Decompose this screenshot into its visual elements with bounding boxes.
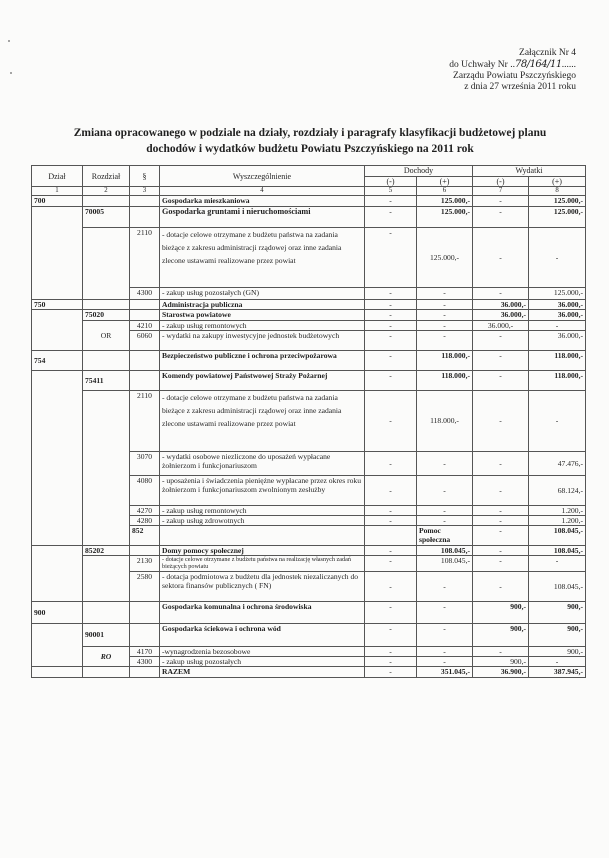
- income-minus: -: [473, 526, 529, 545]
- expense-minus: -: [473, 505, 529, 515]
- dzial-code: 754: [32, 350, 83, 370]
- income-plus: 108.045,-: [529, 526, 586, 545]
- header-dochody-plus: (+): [417, 177, 473, 187]
- expense-minus: -: [473, 288, 529, 300]
- income-plus: -: [417, 516, 473, 526]
- expense-plus: 47.476,-: [529, 451, 586, 475]
- table-row: [32, 623, 586, 646]
- income-minus: -: [365, 207, 417, 228]
- table-row: [32, 228, 586, 288]
- header-dochody: Dochody: [365, 166, 473, 177]
- income-minus: -: [365, 390, 417, 451]
- col-number: 7: [473, 187, 529, 196]
- table-row: [32, 370, 586, 390]
- row-description: - zakup usług pozostałych (GN): [160, 288, 365, 300]
- income-plus: -: [417, 288, 473, 300]
- expense-minus: -: [473, 390, 529, 451]
- expense-minus: -: [473, 475, 529, 505]
- row-description: - zakup usług remontowych: [160, 505, 365, 515]
- expense-minus: 36.000,-: [473, 320, 529, 330]
- income-plus: 118.000,-: [417, 370, 473, 390]
- paragraf-code: 4210: [130, 320, 160, 330]
- table-row: [32, 390, 586, 451]
- expense-plus: 68.124,-: [529, 475, 586, 505]
- row-description: - wydatki osobowe niezliczone do uposażeń wypłacane żołnierzom i funkcjonariuszom: [160, 451, 365, 475]
- expense-plus: 108.045,-: [529, 571, 586, 601]
- row-description: - zakup usług pozostałych: [160, 657, 365, 667]
- paragraf-code: 4280: [130, 516, 160, 526]
- expense-minus: -: [473, 350, 529, 370]
- header-wydatki: Wydatki: [473, 166, 586, 177]
- row-note: OR: [83, 320, 130, 350]
- paragraf-code: 4300: [130, 288, 160, 300]
- income-minus: -: [365, 330, 417, 350]
- paragraf-code: 2110: [130, 228, 160, 288]
- row-description: - dotacje celowe otrzymane z budżetu państwa na zadania bieżące z zakresu administracji rządowej oraz inne zadania zlecone ustawami realizowane przez powiat: [160, 390, 365, 451]
- income-plus: -: [417, 646, 473, 656]
- dzial-code: 700: [32, 196, 83, 207]
- income-plus: 125.000,-: [417, 207, 473, 228]
- expense-plus: -: [529, 390, 586, 451]
- table-row: [32, 555, 586, 571]
- expense-minus: -: [473, 228, 529, 288]
- header-paragraf: §: [130, 166, 160, 187]
- paragraf-code: 4080: [130, 475, 160, 505]
- paragraf-code: 2130: [130, 555, 160, 571]
- income-minus: -: [365, 516, 417, 526]
- income-plus: -: [417, 505, 473, 515]
- expense-minus: -: [473, 451, 529, 475]
- total-label: RAZEM: [160, 667, 365, 678]
- dzial-code: 750: [32, 300, 83, 310]
- resolution-reference: do Uchwały Nr ..78/164/11......: [449, 59, 576, 70]
- income-minus: -: [365, 623, 417, 646]
- row-note: RO: [83, 646, 130, 666]
- income-plus: 125.000,-: [417, 228, 473, 288]
- income-plus: -: [417, 330, 473, 350]
- expense-plus: 118.000,-: [529, 370, 586, 390]
- expense-minus: 900,-: [473, 657, 529, 667]
- income-minus: -: [365, 505, 417, 515]
- handwritten-resolution-number: 78/164/11: [514, 59, 562, 70]
- expense-minus: -: [473, 196, 529, 207]
- table-row: [32, 310, 586, 320]
- expense-minus: -: [473, 555, 529, 571]
- header-dzial: Dział: [32, 166, 83, 187]
- income-plus: 108.045,-: [417, 545, 473, 555]
- income-plus: -: [417, 657, 473, 667]
- expense-minus: 36.000,-: [473, 310, 529, 320]
- expense-minus: 36.000,-: [473, 300, 529, 310]
- income-plus: -: [417, 623, 473, 646]
- income-minus: -: [365, 545, 417, 555]
- total-row: [32, 667, 586, 678]
- header-rozdzial: Rozdział: [83, 166, 130, 187]
- income-minus: -: [365, 571, 417, 601]
- table-row: [32, 350, 586, 370]
- income-minus-total: -: [365, 667, 417, 678]
- income-plus: 118.000,-: [417, 390, 473, 451]
- expense-minus: 900,-: [473, 601, 529, 623]
- row-description: - uposażenia i świadczenia pieniężne wypłacane przez okres roku żołnierzom i funkcjonariuszom zwolnionym zesłużby: [160, 475, 365, 505]
- expense-minus: -: [473, 516, 529, 526]
- expense-plus-total: 387.945,-: [529, 667, 586, 678]
- paragraf-code: 2110: [130, 390, 160, 451]
- expense-plus: -: [529, 320, 586, 330]
- income-minus: -: [365, 228, 417, 288]
- row-description: Administracja publiczna: [160, 300, 365, 310]
- paragraf-code: 3070: [130, 451, 160, 475]
- dzial-code: 900: [32, 601, 83, 623]
- income-minus: -: [365, 646, 417, 656]
- row-description: Gospodarka ściekowa i ochrona wód: [160, 623, 365, 646]
- row-description: Gospodarka mieszkaniowa: [160, 196, 365, 207]
- table-row: [32, 300, 586, 310]
- income-plus: -: [417, 475, 473, 505]
- income-minus: -: [365, 300, 417, 310]
- rozdzial-code: 75411: [83, 370, 130, 390]
- expense-plus: -: [529, 657, 586, 667]
- budget-table: [31, 165, 586, 678]
- rozdzial-code: 85202: [83, 545, 130, 555]
- income-plus: -: [417, 310, 473, 320]
- expense-plus: 900,-: [529, 623, 586, 646]
- resolution-date: z dnia 27 września 2011 roku: [464, 82, 576, 92]
- rozdzial-code: 90001: [83, 623, 130, 646]
- row-description: - zakup usług remontowych: [160, 320, 365, 330]
- income-minus: -: [365, 370, 417, 390]
- scan-speck: [10, 72, 12, 74]
- expense-minus: -: [473, 370, 529, 390]
- col-number: 2: [83, 187, 130, 196]
- income-minus: -: [365, 451, 417, 475]
- expense-plus: -: [529, 228, 586, 288]
- income-plus: 118.000,-: [417, 350, 473, 370]
- paragraf-code: 2580: [130, 571, 160, 601]
- row-description: Pomoc społeczna: [417, 526, 473, 545]
- expense-minus: -: [473, 571, 529, 601]
- expense-plus: 900,-: [529, 601, 586, 623]
- board-name: Zarządu Powiatu Pszczyńskiego: [453, 71, 576, 81]
- expense-plus: 1.200,-: [529, 516, 586, 526]
- expense-plus: 1.200,-: [529, 505, 586, 515]
- expense-plus: 36.000,-: [529, 330, 586, 350]
- col-number: 6: [417, 187, 473, 196]
- expense-plus: 125.000,-: [529, 196, 586, 207]
- income-minus: -: [365, 288, 417, 300]
- table-row: [32, 601, 586, 623]
- expense-plus: 108.045,-: [529, 545, 586, 555]
- table-row: [32, 207, 586, 228]
- header-wydatki-plus: (+): [529, 177, 586, 187]
- income-minus: -: [365, 320, 417, 330]
- income-plus: -: [417, 451, 473, 475]
- row-description: -wynagrodzenia bezosobowe: [160, 646, 365, 656]
- paragraf-code: 6060: [130, 330, 160, 350]
- attachment-number: Załącznik Nr 4: [519, 48, 576, 58]
- row-description: - zakup usług zdrowotnych: [160, 516, 365, 526]
- expense-minus: -: [473, 207, 529, 228]
- rozdzial-code: 75020: [83, 310, 130, 320]
- paragraf-code: 4300: [130, 657, 160, 667]
- rozdzial-code: 70005: [83, 207, 130, 228]
- row-description: Gospodarka komunalna i ochrona środowiska: [160, 601, 365, 623]
- expense-plus: 36.000,-: [529, 300, 586, 310]
- attachment-header: [360, 48, 576, 93]
- paragraf-code: 4170: [130, 646, 160, 656]
- header-wyszczegolnienie: Wyszczególnienie: [160, 166, 365, 187]
- document-title: Zmiana opracowanego w podziale na działy, rozdziały i paragrafy klasyfikacji budżetowej planu dochodów i wydatków budżetu Powiatu Pszczyńskiego na 2011 rok: [73, 127, 547, 155]
- expense-minus: -: [473, 646, 529, 656]
- income-plus: -: [417, 320, 473, 330]
- income-minus: -: [365, 657, 417, 667]
- row-description: Gospodarka gruntami i nieruchomościami: [160, 207, 365, 228]
- table-row: [32, 545, 586, 555]
- income-plus: -: [417, 300, 473, 310]
- row-description: Domy pomocy społecznej: [160, 545, 365, 555]
- income-plus: -: [417, 571, 473, 601]
- paragraf-code: 4270: [130, 505, 160, 515]
- income-minus: -: [365, 310, 417, 320]
- expense-plus: 900,-: [529, 646, 586, 656]
- expense-plus: 118.000,-: [529, 350, 586, 370]
- scan-speck: [8, 40, 10, 42]
- income-minus: -: [365, 350, 417, 370]
- header-wydatki-minus: (-): [473, 177, 529, 187]
- col-number: 3: [130, 187, 160, 196]
- col-number: 4: [160, 187, 365, 196]
- row-description: - dotacje celowe otrzymane z budżetu państwa na zadania bieżące z zakresu administracji rządowej oraz inne zadania zlecone ustawami realizowane przez powiat: [160, 228, 365, 288]
- income-plus: -: [417, 601, 473, 623]
- expense-plus: 36.000,-: [529, 310, 586, 320]
- income-plus: 108.045,-: [417, 555, 473, 571]
- dzial-code: 852: [130, 526, 160, 545]
- expense-plus: 125.000,-: [529, 288, 586, 300]
- expense-plus: 125.000,-: [529, 207, 586, 228]
- expense-plus: -: [529, 555, 586, 571]
- col-number: 1: [32, 187, 83, 196]
- income-plus-total: 351.045,-: [417, 667, 473, 678]
- expense-minus: -: [473, 545, 529, 555]
- income-minus: -: [365, 475, 417, 505]
- income-minus: -: [365, 196, 417, 207]
- col-number: 5: [365, 187, 417, 196]
- row-description: - dotacje celowe otrzymane z budżetu państwa na realizację własnych zadań bieżących powiatu: [160, 555, 365, 571]
- table-row: [32, 646, 586, 656]
- income-plus: 125.000,-: [417, 196, 473, 207]
- row-description: - wydatki na zakupy inwestycyjne jednostek budżetowych: [160, 330, 365, 350]
- expense-minus: -: [473, 330, 529, 350]
- row-description: Starostwa powiatowe: [160, 310, 365, 320]
- expense-minus: 900,-: [473, 623, 529, 646]
- row-description: Bezpieczeństwo publiczne i ochrona przeciwpożarowa: [160, 350, 365, 370]
- col-number: 8: [529, 187, 586, 196]
- table-row: [32, 196, 586, 207]
- income-minus: -: [365, 555, 417, 571]
- expense-minus-total: 36.900,-: [473, 667, 529, 678]
- header-dochody-minus: (-): [365, 177, 417, 187]
- table-row: [32, 320, 586, 330]
- row-description: - dotacja podmiotowa z budżetu dla jednostek niezaliczanych do sektora finansów publicznych ( FN): [160, 571, 365, 601]
- row-description: Komendy powiatowej Państwowej Straży Pożarnej: [160, 370, 365, 390]
- income-minus: -: [365, 601, 417, 623]
